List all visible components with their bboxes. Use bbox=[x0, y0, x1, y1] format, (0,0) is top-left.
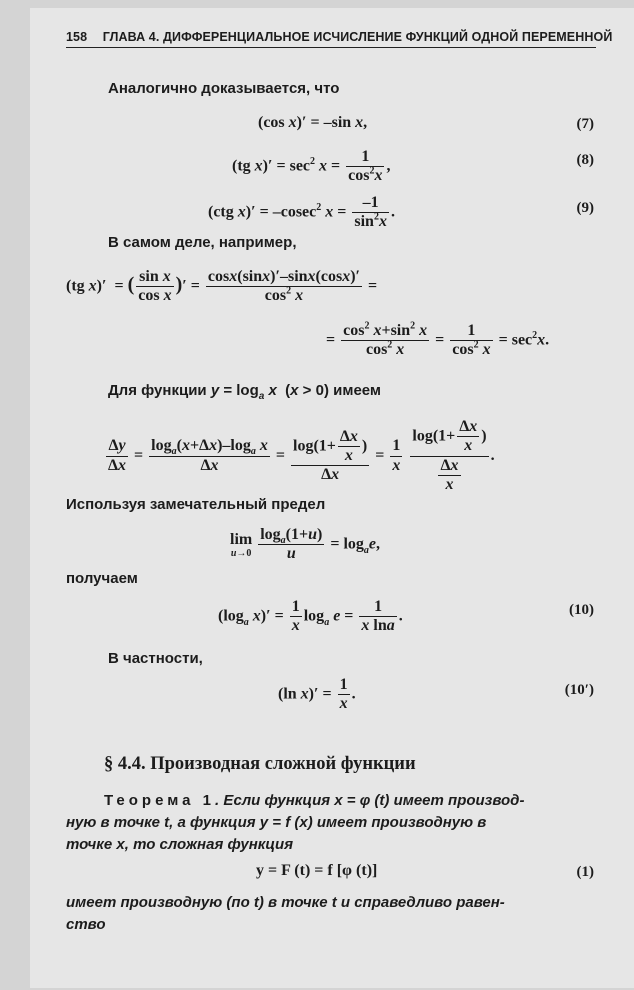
theorem-line-2: ную в точке t, а функция y = f (x) имеет производную в bbox=[66, 814, 487, 831]
formula-log-limit: lim u→0 $\frac{\log_a(1+u)}{u}$ = $\log_ae$, bbox=[230, 526, 381, 563]
theorem-line-1: . Если функция x = φ (t) имеет производ- bbox=[214, 792, 525, 809]
theorem-conclusion bbox=[66, 892, 598, 936]
equation-number-10: (10) bbox=[569, 602, 594, 618]
formula-ctg-derivative: (ctg x)′ = –cosec$^2$ x = $\frac{-1}{\sin^2x}$ . bbox=[208, 194, 395, 231]
theorem-line-3: точке x, то сложная функция bbox=[66, 836, 294, 853]
equation-number-7: (7) bbox=[576, 116, 594, 132]
theorem-line-5: ство bbox=[66, 916, 106, 933]
formula-composite-function: y = F (t) = f [φ (t)] bbox=[256, 862, 378, 879]
theorem-line-4: имеет производную (по t) в точке t и справедливо равен- bbox=[66, 894, 505, 911]
equation-number-1: (1) bbox=[576, 864, 594, 880]
we-have-text: имеем bbox=[333, 382, 382, 399]
formula-cos-derivative: (cos x)′ = –sin x, bbox=[258, 114, 368, 131]
theorem-label: Теорема 1 bbox=[104, 792, 215, 809]
paragraph-we-obtain: получаем bbox=[66, 570, 138, 587]
paragraph-analogous: Аналогично доказывается, что bbox=[108, 80, 340, 97]
paragraph-for-function: Для функции $y = \log_a x$ (x > 0) имеем bbox=[108, 382, 382, 402]
paragraph-in-particular: В частности, bbox=[108, 650, 203, 667]
formula-ln-derivative: (ln x)′ = $\frac{1}{x}$ . bbox=[278, 676, 356, 713]
page-number: 158 bbox=[66, 30, 88, 44]
page-header bbox=[66, 30, 613, 48]
equation-number-9: (9) bbox=[576, 200, 594, 216]
equation-number-10-prime: (10′) bbox=[564, 682, 594, 698]
formula-tg-derivative: (tg $x)' = \sec^2 x$ = $\frac{1}{\cos^2x}$ , bbox=[232, 148, 391, 185]
paragraph-remarkable-limit: Используя замечательный предел bbox=[66, 496, 326, 513]
section-title: § 4.4. Производная сложной функции bbox=[104, 754, 416, 774]
theorem-text bbox=[66, 790, 598, 856]
for-function-text: Для функции bbox=[108, 382, 207, 399]
paragraph-indeed: В самом деле, например, bbox=[108, 234, 297, 251]
chapter-title: ГЛАВА 4. ДИФФЕРЕНЦИАЛЬНОЕ ИСЧИСЛЕНИЕ ФУНКЦИЙ ОДНОЙ ПЕРЕМЕННОЙ bbox=[102, 30, 613, 44]
equation-number-8: (8) bbox=[576, 152, 594, 168]
formula-log-difference-quotient: $\frac{\Delta y}{\Delta x}$ = $\frac{\log_a(x+\Delta x)-\log_a x}{\Delta x}$ = log(1+ $\frac{\Delta x}{x}$ ) Δx = $\frac{1}{x}$ log(1+ $\frac{\Delta x}{x}$ ) $\frac{\Delta x}{x}$ . bbox=[108, 418, 495, 494]
formula-tg-proof-line2: = $\frac{\cos^2 x+\sin^2 x}{\cos^2 x}$ = $\frac{1}{\cos^2 x}$ = $\sec^2x$. bbox=[326, 320, 550, 359]
formula-tg-proof-line1: (tg x)′ = ( $\frac{\text{sin x}}{\text{cos x}}$ )′ = $\frac{\cos x(\sin x)'-\sin x(\cos x)'}{\cos^2 x}$ = bbox=[66, 268, 378, 305]
formula-log-derivative: ($\log_a$ x)′ = $\frac{1}{x}$ $\log_a e$ = $\frac{1}{\text{x lna}}$ . bbox=[218, 598, 403, 635]
